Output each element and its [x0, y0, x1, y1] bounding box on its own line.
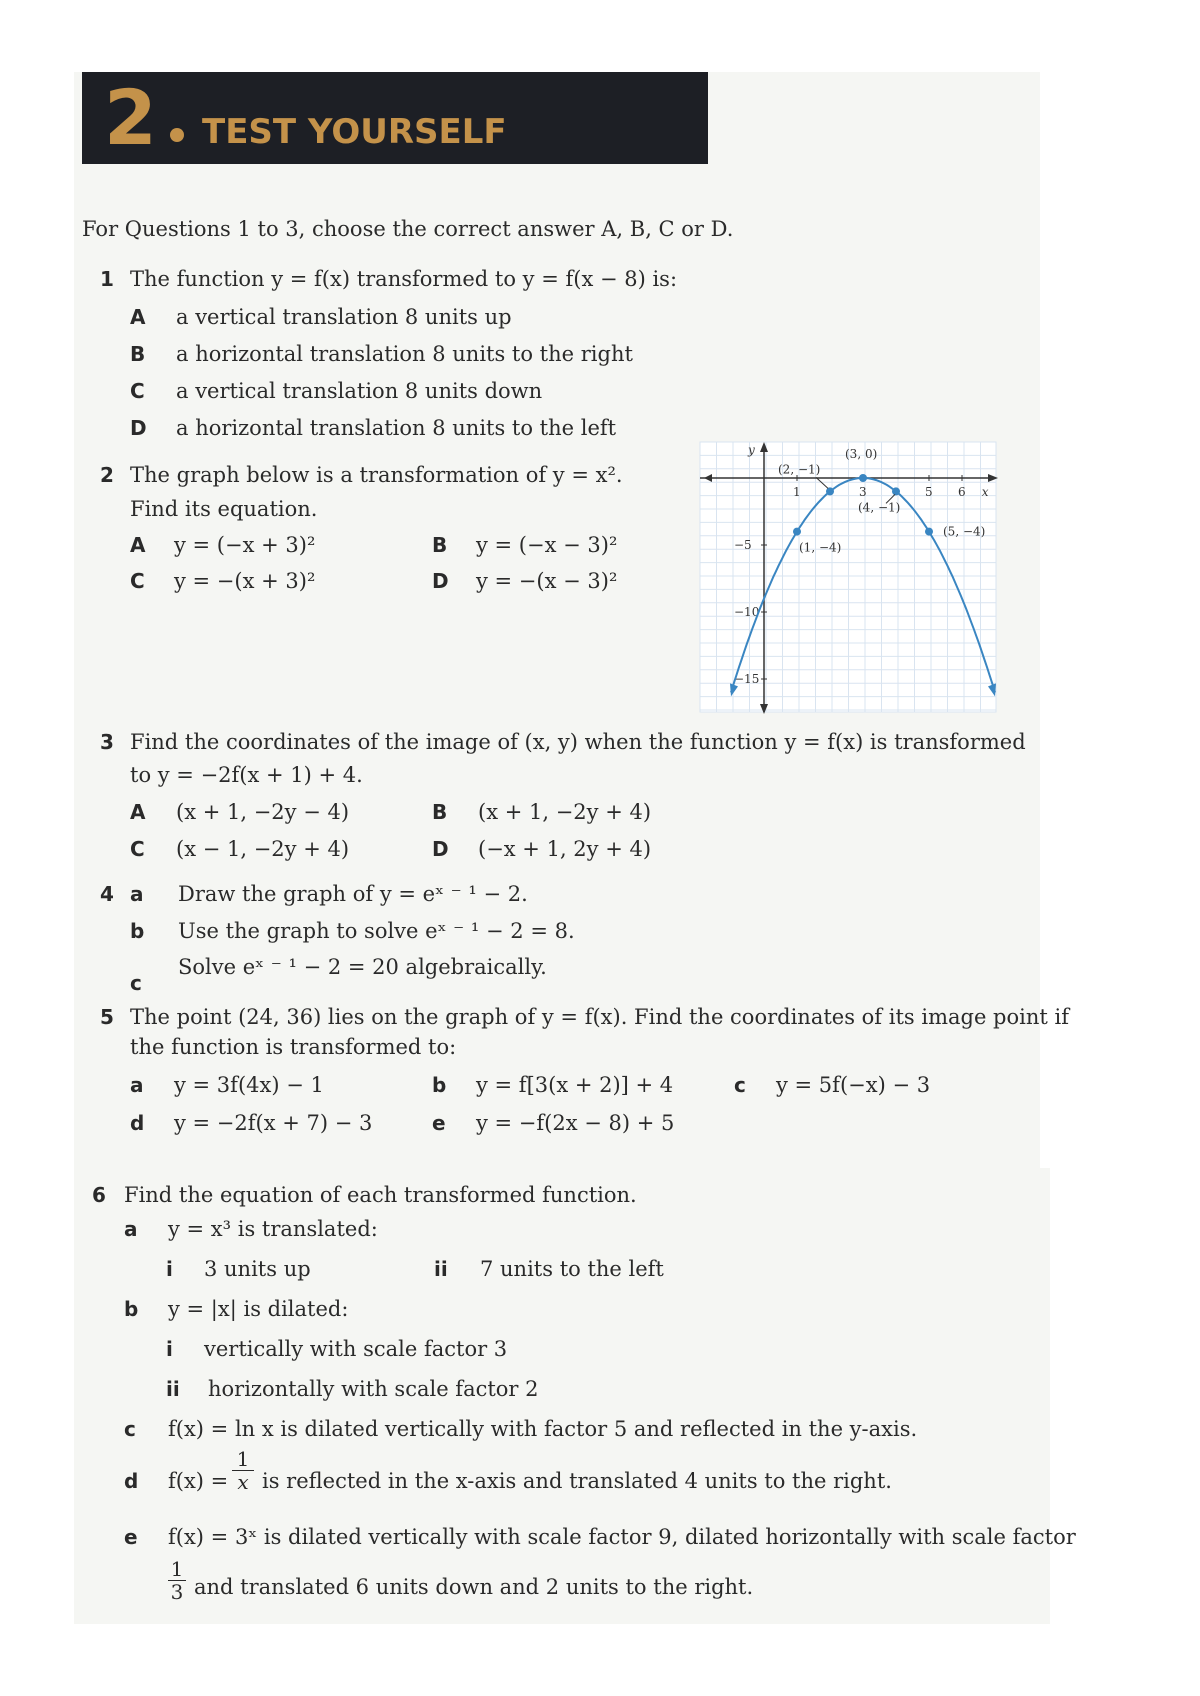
section-title: TEST YOURSELF: [202, 112, 507, 152]
q2-stem-2: Find its equation.: [130, 497, 318, 521]
q5-stem-2: the function is transformed to:: [130, 1035, 457, 1059]
q1-option-c-label: C: [130, 379, 145, 403]
q4-part-b-label: b: [130, 919, 145, 943]
q3-option-c: (x − 1, −2y + 4): [176, 837, 350, 861]
q6-part-e-denominator: 3: [168, 1580, 186, 1603]
q2-option-d: y = −(x − 3)²: [476, 569, 618, 593]
q3-option-b: (x + 1, −2y + 4): [478, 800, 652, 824]
q4-part-b: Use the graph to solve eˣ ⁻ ¹ − 2 = 8.: [178, 919, 575, 943]
q2-option-b-label: B: [432, 533, 448, 557]
q3-stem: Find the coordinates of the image of (x, y) when the function y = f(x) is transformed: [130, 730, 1026, 754]
q1-option-d-label: D: [130, 416, 147, 440]
q1-stem: The function y = f(x) transformed to y = f(x − 8) is:: [130, 267, 678, 291]
q5-part-a-label: a: [130, 1073, 144, 1097]
x-tick-label: 5: [925, 485, 933, 499]
q6-number: 6: [92, 1183, 106, 1207]
q3-stem-2: to y = −2f(x + 1) + 4.: [130, 763, 363, 787]
q6-part-e-label: e: [124, 1525, 138, 1549]
q6-part-d-denominator: x: [232, 1470, 254, 1493]
parabola-graph: [692, 440, 1002, 716]
x-axis-label: x: [981, 485, 989, 499]
y-tick-label: −10: [734, 605, 760, 619]
q6-part-d-pre: f(x) =: [168, 1469, 229, 1493]
q3-option-b-label: B: [432, 800, 448, 824]
q6-part-a: y = x³ is translated:: [168, 1217, 378, 1241]
q2-option-c-label: C: [130, 569, 145, 593]
q3-option-a: (x + 1, −2y − 4): [176, 800, 350, 824]
q6-part-d-post: is reflected in the x-axis and translated 4 units to the right.: [262, 1469, 892, 1493]
q6-part-e: f(x) = 3ˣ is dilated vertically with scale factor 9, dilated horizontally with scale factor: [168, 1525, 1076, 1549]
data-point: [793, 528, 801, 536]
q5-part-e-label: e: [432, 1111, 446, 1135]
q2-stem: The graph below is a transformation of y = x².: [130, 463, 623, 487]
q5-part-a: y = 3f(4x) − 1: [174, 1073, 324, 1097]
q6-b-i-label: i: [166, 1337, 173, 1361]
q3-option-d: (−x + 1, 2y + 4): [478, 837, 652, 861]
y-axis-label: y: [748, 443, 755, 457]
q2-option-c: y = −(x + 3)²: [174, 569, 316, 593]
q4-part-c: Solve eˣ ⁻ ¹ − 2 = 20 algebraically.: [178, 955, 547, 979]
x-tick-label: 6: [958, 485, 966, 499]
q6-a-i: 3 units up: [204, 1257, 311, 1281]
q6-part-b: y = |x| is dilated:: [168, 1297, 349, 1321]
q4-number: 4: [100, 882, 114, 906]
data-point-label: (5, −4): [943, 524, 986, 539]
q6-part-e-post: and translated 6 units down and 2 units to the right.: [194, 1575, 754, 1599]
q6-part-d-numerator: 1: [236, 1447, 250, 1471]
q6-part-d-fraction: [232, 1448, 254, 1493]
section-header: [82, 72, 708, 164]
q3-option-a-label: A: [130, 800, 146, 824]
q3-option-c-label: C: [130, 837, 145, 861]
q6-part-e-numerator: 1: [170, 1557, 184, 1581]
q5-part-d: y = −2f(x + 7) − 3: [174, 1111, 373, 1135]
q4-part-a-label: a: [130, 882, 144, 906]
x-tick-label: 3: [859, 485, 867, 499]
data-point: [859, 474, 867, 482]
intro-text: For Questions 1 to 3, choose the correct answer A, B, C or D.: [82, 217, 734, 241]
q4-part-a: Draw the graph of y = eˣ ⁻ ¹ − 2.: [178, 882, 528, 906]
header-dot-icon: [170, 128, 184, 142]
q6-a-ii-label: ii: [434, 1257, 448, 1281]
q3-number: 3: [100, 730, 114, 754]
data-point: [826, 487, 834, 495]
q1-option-b-label: B: [130, 342, 146, 366]
q6-part-b-label: b: [124, 1297, 139, 1321]
x-tick-label: 1: [793, 485, 801, 499]
q6-part-e-fraction: [168, 1558, 186, 1603]
data-point-label: (4, −1): [858, 500, 901, 515]
q6-b-ii: horizontally with scale factor 2: [208, 1377, 539, 1401]
data-point-label: (3, 0): [845, 447, 878, 461]
q5-number: 5: [100, 1005, 114, 1029]
q6-a-i-label: i: [166, 1257, 173, 1281]
q6-part-c-label: c: [124, 1417, 136, 1441]
q6-b-i: vertically with scale factor 3: [204, 1337, 508, 1361]
q5-stem: The point (24, 36) lies on the graph of y = f(x). Find the coordinates of its image point if: [130, 1005, 1069, 1029]
y-tick-label: −5: [734, 538, 752, 552]
q3-option-d-label: D: [432, 837, 449, 861]
q6-part-d-label: d: [124, 1469, 139, 1493]
q1-option-d: a horizontal translation 8 units to the left: [176, 416, 617, 440]
q2-option-a: y = (−x + 3)²: [174, 533, 316, 557]
q2-option-a-label: A: [130, 533, 146, 557]
q5-part-c: y = 5f(−x) − 3: [776, 1073, 931, 1097]
q2-number: 2: [100, 463, 114, 487]
data-point-label: (2, −1): [778, 462, 821, 477]
data-point-label: (1, −4): [799, 540, 842, 555]
q1-option-a: a vertical translation 8 units up: [176, 305, 512, 329]
y-tick-label: −15: [734, 672, 760, 686]
q1-option-b: a horizontal translation 8 units to the right: [176, 342, 633, 366]
q6-part-c: f(x) = ln x is dilated vertically with factor 5 and reflected in the y-axis.: [168, 1417, 918, 1441]
q6-b-ii-label: ii: [166, 1377, 180, 1401]
q5-part-b: y = f[3(x + 2)] + 4: [476, 1073, 674, 1097]
data-point: [925, 528, 933, 536]
q5-part-b-label: b: [432, 1073, 447, 1097]
q6-stem: Find the equation of each transformed function.: [124, 1183, 637, 1207]
q5-part-d-label: d: [130, 1111, 145, 1135]
q5-part-c-label: c: [734, 1073, 746, 1097]
data-point: [892, 487, 900, 495]
q1-option-a-label: A: [130, 305, 146, 329]
q2-option-d-label: D: [432, 569, 449, 593]
q1-option-c: a vertical translation 8 units down: [176, 379, 543, 403]
q6-a-ii: 7 units to the left: [480, 1257, 664, 1281]
section-number: 2: [104, 73, 157, 162]
q2-option-b: y = (−x − 3)²: [476, 533, 618, 557]
q6-part-a-label: a: [124, 1217, 138, 1241]
q4-part-c-label: c: [130, 971, 142, 995]
q1-number: 1: [100, 267, 114, 291]
q5-part-e: y = −f(2x − 8) + 5: [476, 1111, 675, 1135]
